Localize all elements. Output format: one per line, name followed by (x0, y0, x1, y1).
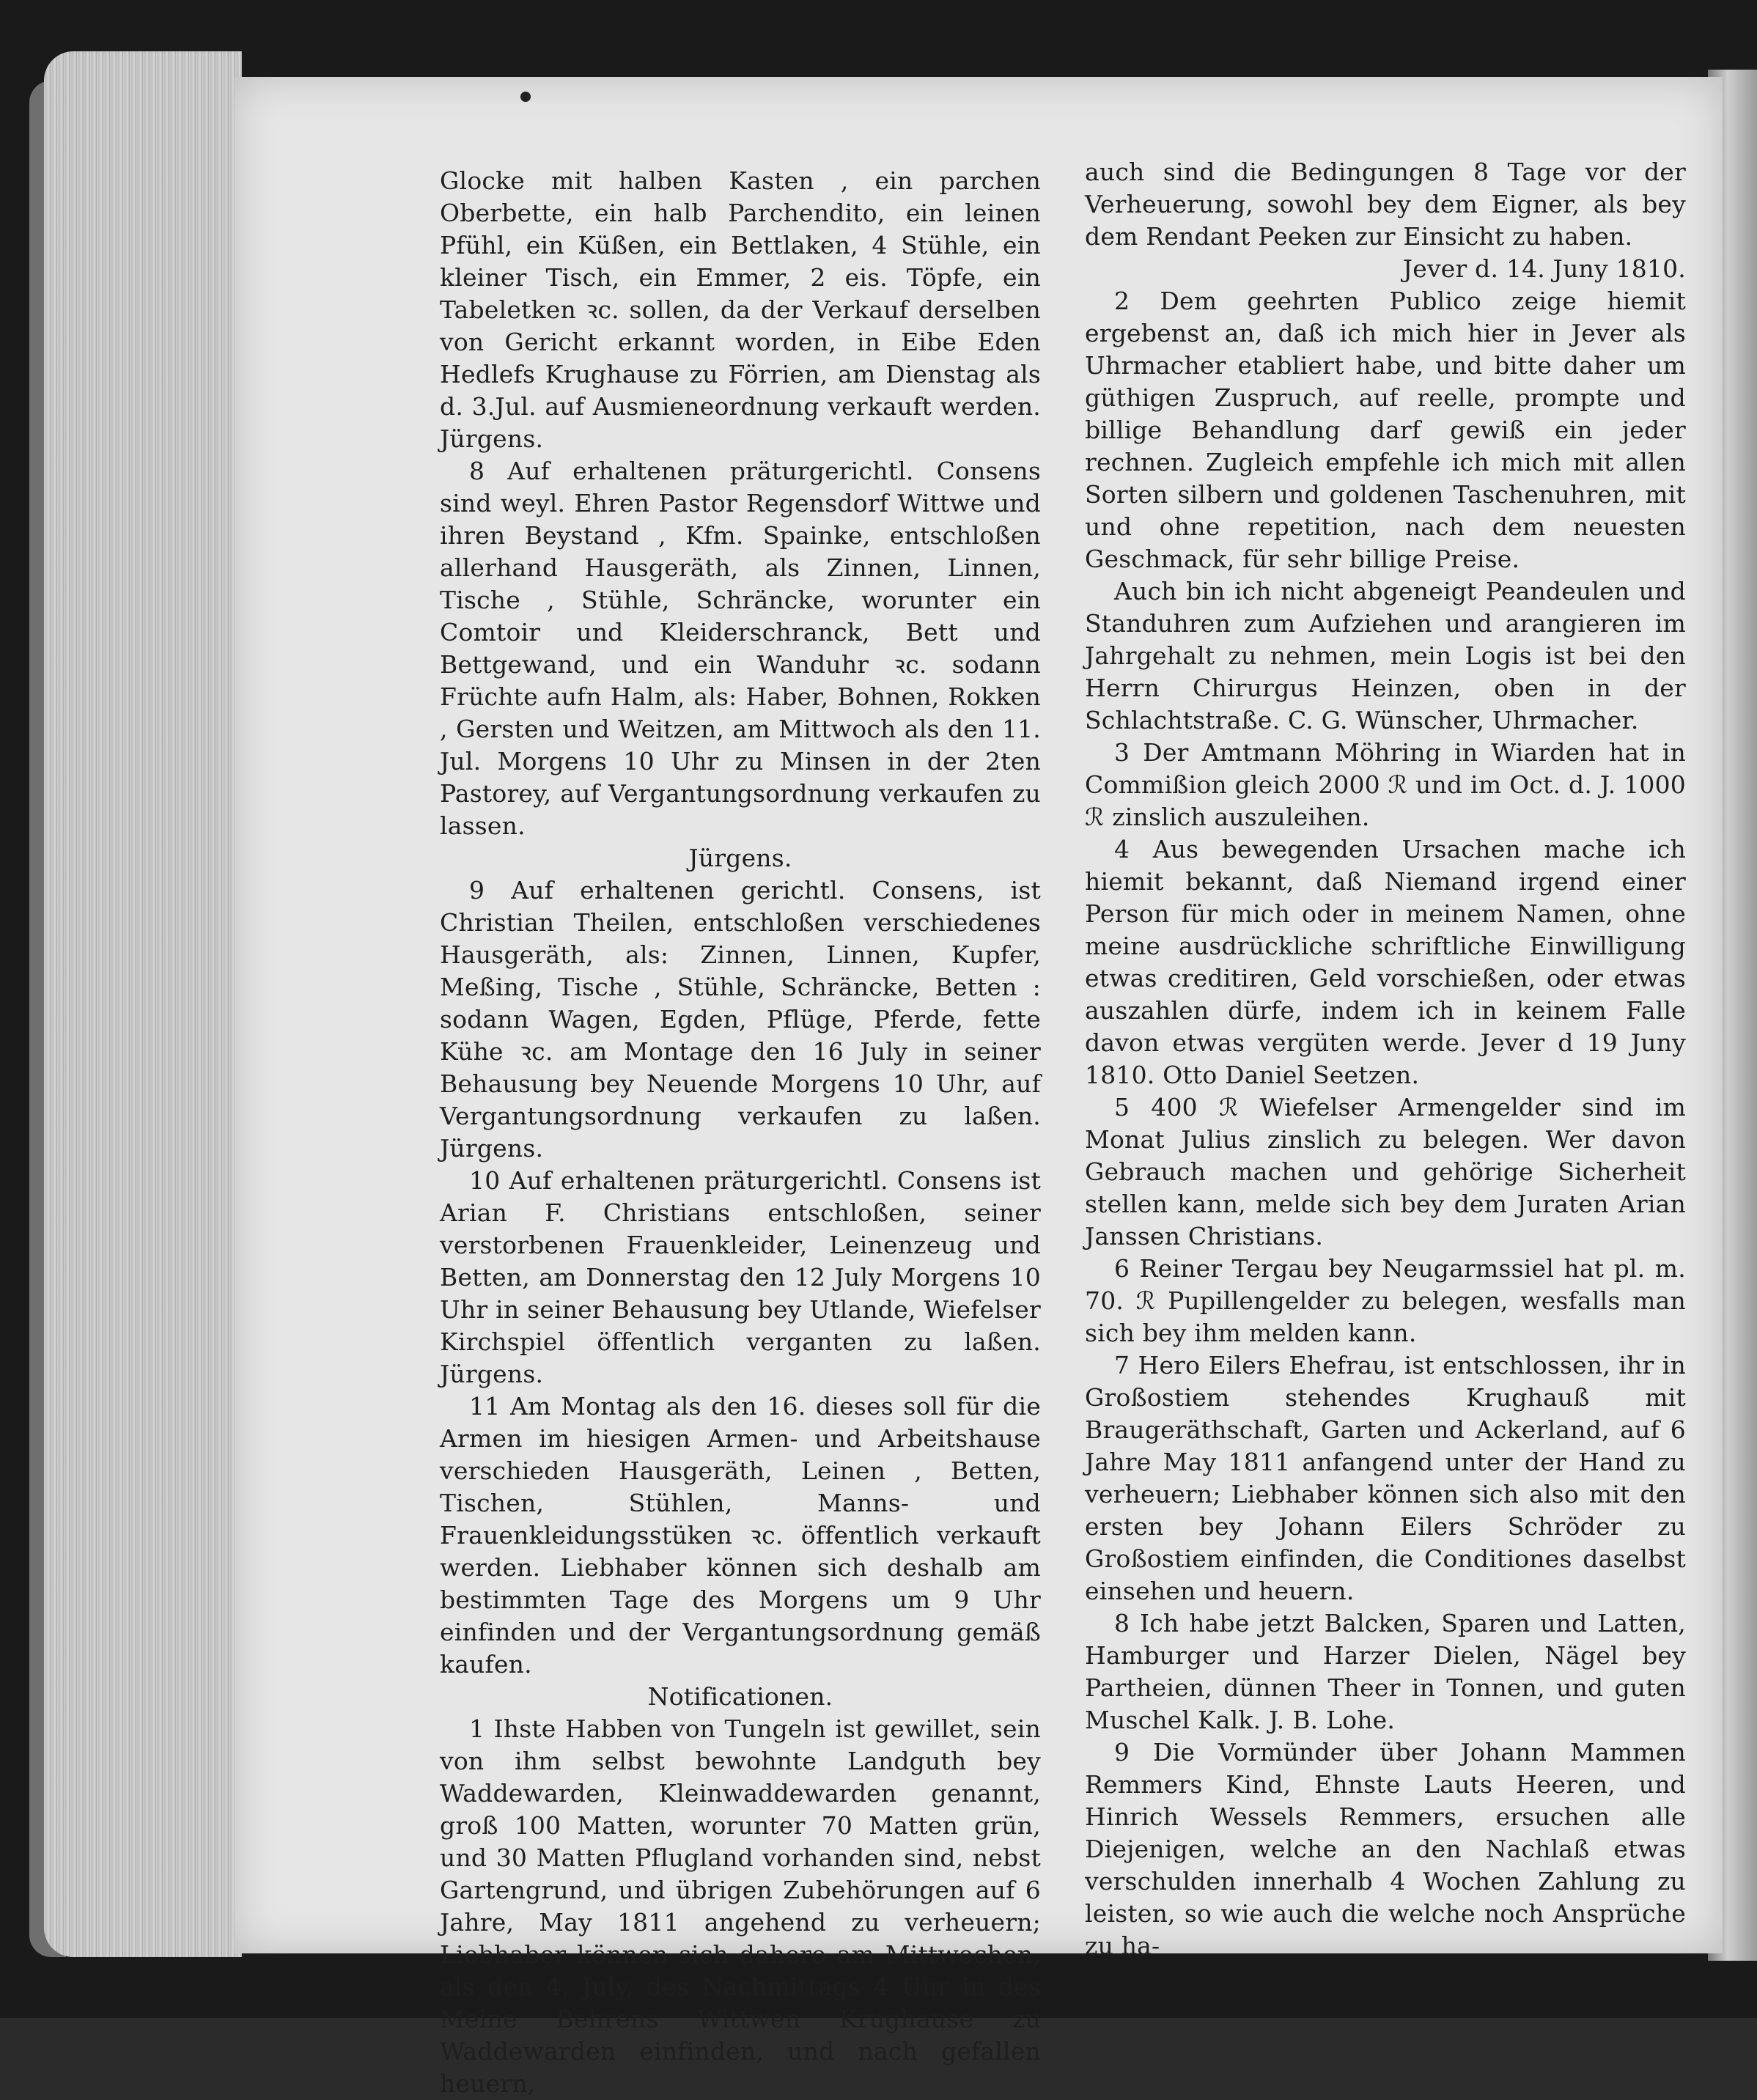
paragraph: 9 Auf erhaltenen gerichtl. Consens, ist Christian Theilen, entschloßen verschiedenes Hausgeräth, als: Zinnen, Linnen, Kupfer, Meßing, Tische , Stühle, Schräncke, Betten : sodann Wagen, Egden, Pflüge, Pferde, fette Kühe ꝛc. am Montage den 16 July in seiner Behausung bey Neuende Morgens 10 Uhr, auf Vergantungsordnung verkaufen zu laßen. Jürgens. (440, 876, 1041, 1163)
section-heading: Notificationen. (647, 1682, 833, 1711)
paragraph: 8 Ich habe jetzt Balcken, Sparen und Latten, Hamburger und Harzer Dielen, Nägel bey Partheien, dünnen Theer in Tonnen, und guten Muschel Kalk. J. B. Lohe. (1085, 1609, 1686, 1734)
paragraph: 6 Reiner Tergau bey Neugarmssiel hat pl. m. 70. ℛ Pupillengelder zu belegen, wesfalls man sich bey ihm melden kann. (1085, 1254, 1686, 1347)
paragraph: 9 Die Vormünder über Johann Mammen Remmers Kind, Ehnste Lauts Heeren, und Hinrich Wessels Remmers, ersuchen alle Diejenigen, welche an den Nachlaß etwas verschulden innerhalb 4 Wochen Zahlung zu leisten, so wie auch die welche noch Ansprüche zu ha- (1085, 1738, 1686, 1960)
paragraph: 1 Ihste Habben von Tungeln ist gewillet, sein von ihm selbst bewohnte Landguth bey Waddewarden, Kleinwaddewarden genannt, groß 100 Matten, worunter 70 Matten grün, und 30 Matten Pflugland vorhanden sind, nebst Gartengrund, und übrigen Zubehörungen auf 6 Jahre, May 1811 angehend zu verheuern; Liebhaber können sich dahero am Mittwochen, als den 4. July, des Nachmittags 4 Uhr in des Meine Behrens Wittwen Krughause zu Waddewarden einfinden, und nach gefallen heuern, (440, 1714, 1041, 2098)
ink-dot (520, 92, 531, 102)
book-page-edges (44, 51, 242, 1957)
paragraph: 4 Aus bewegenden Ursachen mache ich hiemit bekannt, daß Niemand irgend einer Person für mich oder in meinem Namen, ohne meine ausdrückliche schriftliche Einwilligung etwas creditiren, Geld vorschießen, oder etwas auszahlen dürfe, indem ich in keinem Falle davon etwas vergüten werde. Jever d 19 Juny 1810. Otto Daniel Seetzen. (1085, 835, 1686, 1089)
paragraph: 8 Auf erhaltenen präturgerichtl. Consens sind weyl. Ehren Pastor Regensdorf Wittwe und ihren Beystand , Kfm. Spainke, entschloßen allerhand Hausgeräth, als Zinnen, Linnen, Tische , Stühle, Schräncke, worunter ein Comtoir und Kleiderschranck, Bett und Bettgewand, und ein Wanduhr ꝛc. sodann Früchte aufn Halm, als: Haber, Bohnen, Rokken , Gersten und Weitzen, am Mittwoch als den 11. Jul. Morgens 10 Uhr zu Minsen in der 2ten Pastorey, auf Vergantungsordnung verkaufen zu lassen. (440, 457, 1041, 840)
paragraph: 7 Hero Eilers Ehefrau, ist entschlossen, ihr in Großostiem stehendes Krughauß mit Braugeräthschaft, Garten und Ackerland, auf 6 Jahre May 1811 anfangend unter der Hand zu verheuern; Liebhaber können sich also mit den ersten bey Johann Eilers Schröder zu Großostiem einfinden, die Conditiones daselbst einsehen und heuern. (1085, 1351, 1686, 1605)
book-page (235, 77, 1723, 2098)
paragraph: 11 Am Montag als den 16. dieses soll für die Armen im hiesigen Armen- und Arbeitshause verschieden Hausgeräth, Leinen , Betten, Tischen, Stühlen, Manns- und Frauenkleidungsstüken ꝛc. öffentlich verkauft werden. Liebhaber können sich deshalb am bestimmten Tage des Morgens um 9 Uhr einfinden und der Vergantungsordnung gemäß kaufen. (440, 1392, 1041, 1679)
left-column (440, 165, 1041, 2100)
paragraph: Auch bin ich nicht abgeneigt Peandeulen und Standuhren zum Aufziehen und arangieren im Jahrgehalt zu nehmen, mein Logis ist bei den Herrn Chirurgus Heinzen, oben in der Schlachtstraße. C. G. Wünscher, Uhrmacher. (1085, 577, 1686, 734)
dateline: Jever d. 14. Juny 1810. (1402, 254, 1686, 283)
right-column (1085, 156, 1686, 1962)
paragraph: 2 Dem geehrten Publico zeige hiemit ergebenst an, daß ich mich hier in Jever als Uhrmacher etabliert habe, und bitte daher um güthigen Zuspruch, auf reelle, prompte und billige Behandlung darf gewiß ein jeder rechnen. Zugleich empfehle ich mich mit allen Sorten silbern und goldenen Taschenuhren, mit und ohne repetition, nach dem neuesten Geschmack, für sehr billige Preise. (1085, 287, 1686, 573)
paragraph: auch sind die Bedingungen 8 Tage vor der Verheuerung, sowohl bey dem Eigner, als bey dem Rendant Peeken zur Einsicht zu haben. (1085, 158, 1686, 251)
signature: Jürgens. (688, 844, 792, 872)
paragraph: Glocke mit halben Kasten , ein parchen Oberbette, ein halb Parchendito, ein leinen Pfühl, ein Küßen, ein Bettlaken, 4 Stühle, ein kleiner Tisch, ein Emmer, 2 eis. Töpfe, ein Tabeletken ꝛc. sollen, da der Verkauf derselben von Gericht erkannt worden, in Eibe Eden Hedlefs Krughause zu Förrien, am Dienstag als d. 3.Jul. auf Ausmieneordnung verkauft werden. Jürgens. (440, 166, 1041, 453)
paragraph: 3 Der Amtmann Möhring in Wiarden hat in Commißion gleich 2000 ℛ und im Oct. d. J. 1000 ℛ zinslich auszuleihen. (1085, 738, 1686, 831)
paragraph: 10 Auf erhaltenen präturgerichtl. Consens ist Arian F. Christians entschloßen, seiner verstorbenen Frauenkleider, Leinenzeug und Betten, am Donnerstag den 12 July Morgens 10 Uhr in seiner Behausung bey Utlande, Wiefelser Kirchspiel öffentlich verganten zu laßen. Jürgens. (440, 1166, 1041, 1388)
paragraph: 5 400 ℛ Wiefelser Armengelder sind im Monat Julius zinslich zu belegen. Wer davon Gebrauch machen und gehörige Sicherheit stellen kann, melde sich bey dem Juraten Arian Janssen Christians. (1085, 1093, 1686, 1250)
